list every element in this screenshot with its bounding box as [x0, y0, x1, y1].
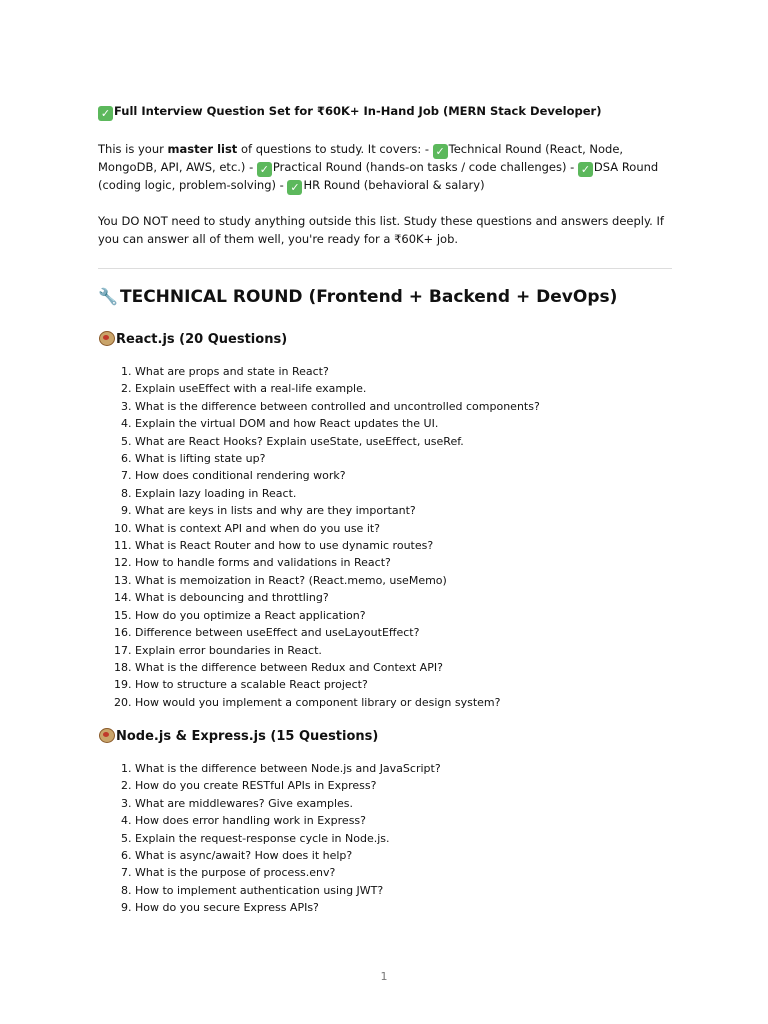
list-item: 1. What are props and state in React? [135, 363, 675, 380]
list-item: 7. What is the purpose of process.env? [135, 864, 675, 881]
check-icon: ✓ [433, 144, 448, 159]
list-item: 8. How to implement authentication using JWT? [135, 882, 675, 899]
list-item: 11. What is React Router and how to use dynamic routes? [135, 537, 675, 554]
section-heading [98, 287, 617, 307]
list-item: 14. What is debouncing and throttling? [135, 589, 675, 606]
intro-item-practical: Practical Round (hands-on tasks / code challenges) - [272, 160, 578, 174]
list-item: 2. How do you create RESTful APIs in Express? [135, 777, 675, 794]
wrench-icon: 🔧 [98, 287, 118, 306]
check-icon: ✓ [578, 162, 593, 177]
list-item: 18. What is the difference between Redux and Context API? [135, 659, 675, 676]
intro-lead: This is your [98, 142, 168, 156]
intro-strong: master list [167, 142, 238, 156]
list-item: 7. How does conditional rendering work? [135, 467, 675, 484]
list-item: 6. What is async/await? How does it help? [135, 847, 675, 864]
bell-icon [98, 330, 116, 345]
react-heading-text: React.js (20 Questions) [116, 332, 288, 347]
list-item: 12. How to handle forms and validations in React? [135, 554, 675, 571]
list-item: 9. What are keys in lists and why are they important? [135, 502, 675, 519]
node-question-list [118, 760, 675, 917]
list-item: 8. Explain lazy loading in React. [135, 485, 675, 502]
list-item: 1. What is the difference between Node.js and JavaScript? [135, 760, 675, 777]
list-item: 10. What is context API and when do you use it? [135, 520, 675, 537]
page-number: 1 [380, 970, 388, 983]
node-heading-text: Node.js & Express.js (15 Questions) [116, 729, 379, 744]
list-item: 17. Explain error boundaries in React. [135, 642, 675, 659]
list-item: 13. What is memoization in React? (React.memo, useMemo) [135, 572, 675, 589]
intro-paragraph [98, 141, 672, 195]
react-heading [98, 330, 287, 347]
intro-item-technical: Technical Round (React, Node, MongoDB, API, AWS, etc.) - [98, 142, 624, 174]
check-icon: ✓ [287, 180, 302, 195]
node-heading [98, 727, 378, 744]
intro-after: of questions to study. It covers: - [237, 142, 433, 156]
list-item: 6. What is lifting state up? [135, 450, 675, 467]
list-item: 9. How do you secure Express APIs? [135, 899, 675, 916]
list-item: 20. How would you implement a component library or design system? [135, 694, 675, 711]
list-item: 4. How does error handling work in Express? [135, 812, 675, 829]
list-item: 15. How do you optimize a React application? [135, 607, 675, 624]
list-item: 2. Explain useEffect with a real-life example. [135, 380, 675, 397]
note-paragraph: You DO NOT need to study anything outside this list. Study these questions and answers deeply. If you can answer all of them well, you're ready for a ₹60K+ job. [98, 214, 664, 246]
section-heading-text: TECHNICAL ROUND (Frontend + Backend + DevOps) [120, 287, 618, 307]
title-text: Full Interview Question Set for ₹60K+ In-Hand Job (MERN Stack Developer) [114, 104, 602, 118]
bell-icon [98, 727, 116, 742]
intro-item-hr: HR Round (behavioral & salary) [303, 178, 485, 192]
list-item: 3. What are middlewares? Give examples. [135, 795, 675, 812]
react-question-list [118, 363, 675, 711]
list-item: 3. What is the difference between controlled and uncontrolled components? [135, 398, 675, 415]
document-title [98, 104, 601, 121]
list-item: 4. Explain the virtual DOM and how React updates the UI. [135, 415, 675, 432]
list-item: 5. Explain the request-response cycle in Node.js. [135, 830, 675, 847]
list-item: 19. How to structure a scalable React project? [135, 676, 675, 693]
check-icon: ✓ [257, 162, 272, 177]
check-icon: ✓ [98, 106, 113, 121]
intro-item-dsa: DSA Round (coding logic, problem-solving) - [98, 160, 659, 192]
list-item: 16. Difference between useEffect and useLayoutEffect? [135, 624, 675, 641]
horizontal-rule [98, 268, 672, 269]
list-item: 5. What are React Hooks? Explain useState, useEffect, useRef. [135, 433, 675, 450]
